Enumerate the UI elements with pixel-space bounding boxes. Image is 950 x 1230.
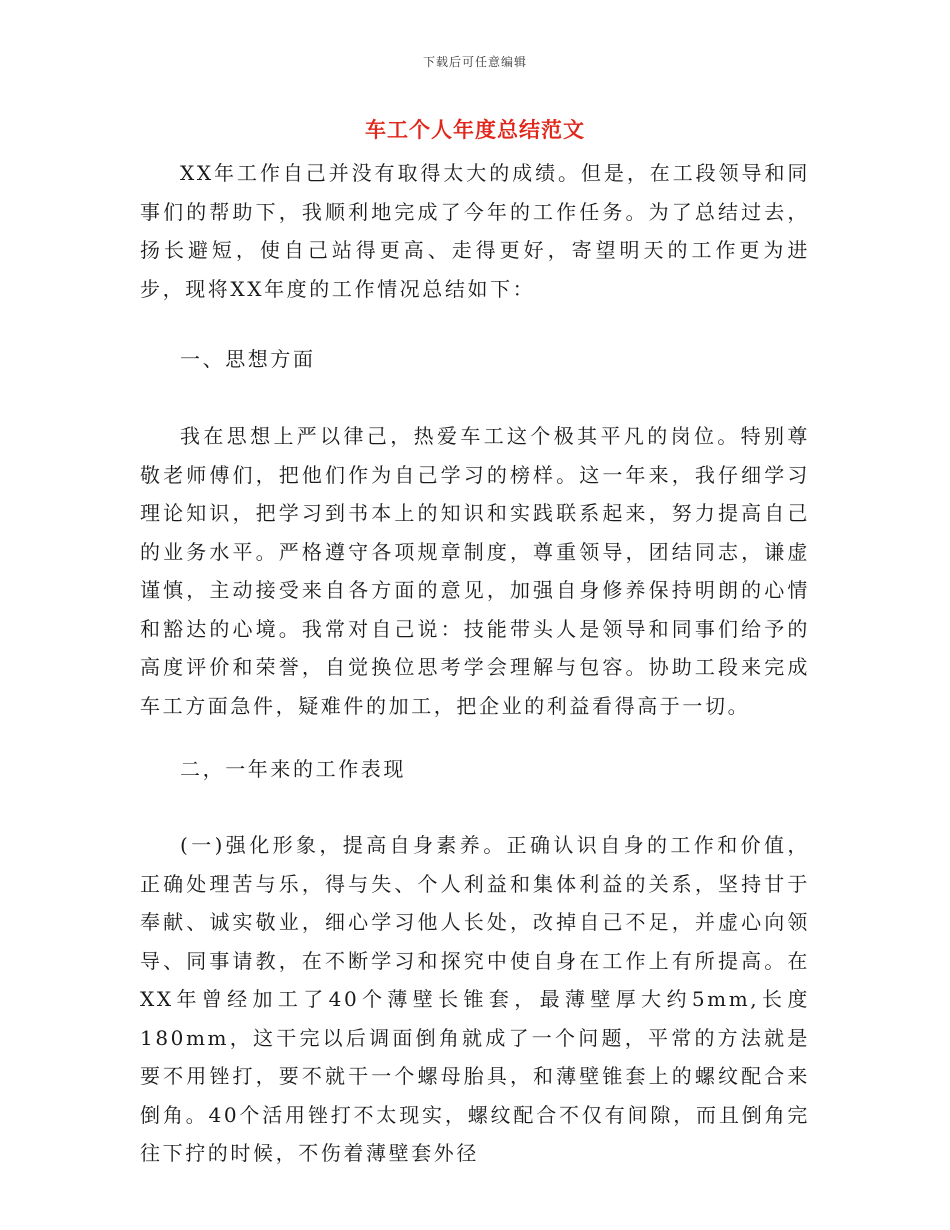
thought-paragraph-block [140,417,810,725]
intro-paragraph: XX年工作自己并没有取得太大的成绩。但是，在工段领导和同事们的帮助下，我顺利地完成了今年的工作任务。为了总结过去，扬长避短，使自己站得更高、走得更好，寄望明天的工作更为进步，现将XX年度的工作情况总结如下： [140,161,810,301]
section-heading-work: 二，一年来的工作表现 [180,757,406,781]
section-heading-thought: 一、思想方面 [180,347,316,371]
intro-paragraph-block [140,154,810,308]
work-paragraph-block [140,826,810,1173]
thought-paragraph: 我在思想上严以律己，热爱车工这个极其平凡的岗位。特别尊敬老师傅们，把他们作为自己学习的榜样。这一年来，我仔细学习理论知识，把学习到书本上的知识和实践联系起来，努力提高自己的业务水平。严格遵守各项规章制度，尊重领导，团结同志，谦虚谨慎，主动接受来自各方面的意见，加强自身修养保持明朗的心情和豁达的心境。我常对自己说：技能带头人是领导和同事们给予的高度评价和荣誉，自觉换位思考学会理解与包容。协助工段来完成车工方面急件，疑难件的加工，把企业的利益看得高于一切。 [140,424,810,718]
work-paragraph: (一)强化形象，提高自身素养。正确认识自身的工作和价值，正确处理苦与乐，得与失、个人利益和集体利益的关系，坚持甘于奉献、诚实敬业，细心学习他人长处，改掉自己不足，并虚心向领导、同事请教，在不断学习和探究中使自身在工作上有所提高。在XX年曾经加工了40个薄壁长锥套，最薄壁厚大约5mm,长度180mm，这干完以后调面倒角就成了一个问题，平常的方法就是要不用锉打，要不就干一个螺母胎具，和薄壁锥套上的螺纹配合来倒角。40个活用锉打不太现实，螺纹配合不仅有间隙，而且倒角完往下拧的时候，不伤着薄壁套外径 [140,833,810,1165]
section-heading-block-2 [140,750,810,789]
section-heading-block [140,340,810,379]
header-note: 下载后可任意编辑 [422,55,527,69]
document-title: 车工个人年度总结范文 [365,117,585,142]
